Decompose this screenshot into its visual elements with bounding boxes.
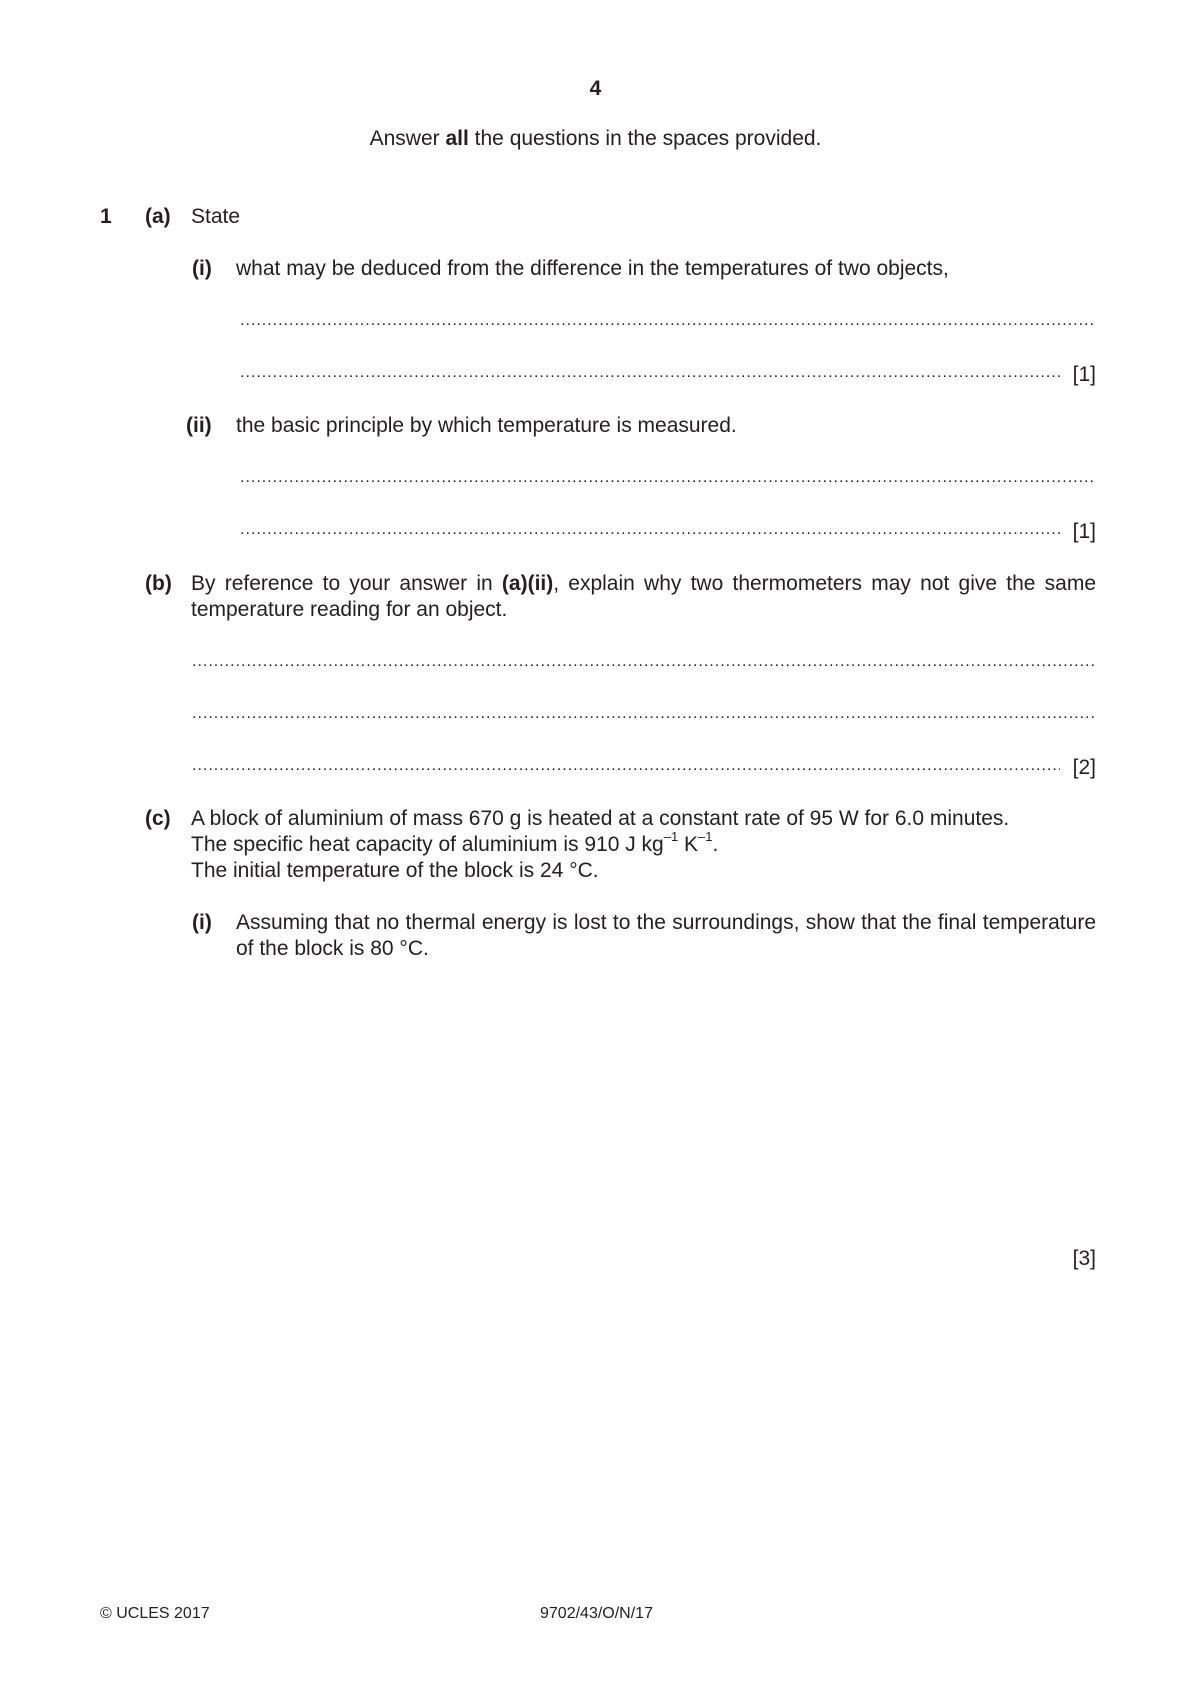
part-a-i-label: (i) (192, 257, 212, 280)
part-c-label: (c) (145, 807, 171, 830)
answer-line[interactable] (192, 753, 1060, 779)
page-number: 4 (589, 77, 602, 100)
part-a-ii-text: the basic principle by which temperature is measured. (236, 414, 737, 437)
part-a-stem: State (191, 205, 241, 228)
mark-allocation: [1] (1072, 520, 1096, 543)
answer-line[interactable] (240, 308, 1095, 334)
answer-line[interactable] (192, 649, 1095, 675)
part-b-text: By reference to your answer in (a)(ii), explain why two thermometers may not give the same temperature reading for an object. (191, 572, 1097, 621)
part-b-label: (b) (145, 572, 172, 595)
question-number: 1 (100, 205, 112, 228)
mark-allocation: [1] (1072, 363, 1096, 386)
working-space[interactable] (236, 970, 1096, 1230)
answer-line[interactable] (192, 701, 1095, 727)
answer-line[interactable] (240, 517, 1060, 543)
part-c-line3: The initial temperature of the block is 24 °C. (191, 859, 599, 882)
instructions: Answer all the questions in the spaces provided. (369, 127, 822, 150)
copyright: © UCLES 2017 (100, 1605, 210, 1622)
part-a-i-text: what may be deduced from the difference in the temperatures of two objects, (236, 257, 949, 280)
answer-line[interactable] (240, 360, 1060, 386)
part-c-i-label: (i) (192, 911, 212, 934)
mark-allocation: [2] (1072, 756, 1096, 779)
part-c-line2: The specific heat capacity of aluminium is 910 J $kg^{-1}$ $K^{-1}$. (191, 829, 719, 856)
part-a-label: (a) (145, 205, 171, 228)
mark-allocation: [3] (1072, 1247, 1096, 1270)
part-a-ii-label: (ii) (186, 414, 212, 437)
answer-line[interactable] (240, 465, 1095, 491)
part-c-i-text: Assuming that no thermal energy is lost to the surroundings, show that the final temperature of the block is 80 °C. (236, 911, 1096, 960)
paper-code: 9702/43/O/N/17 (540, 1605, 653, 1622)
part-c-line1: A block of aluminium of mass 670 g is heated at a constant rate of 95 W for 6.0 minutes. (191, 807, 1010, 830)
